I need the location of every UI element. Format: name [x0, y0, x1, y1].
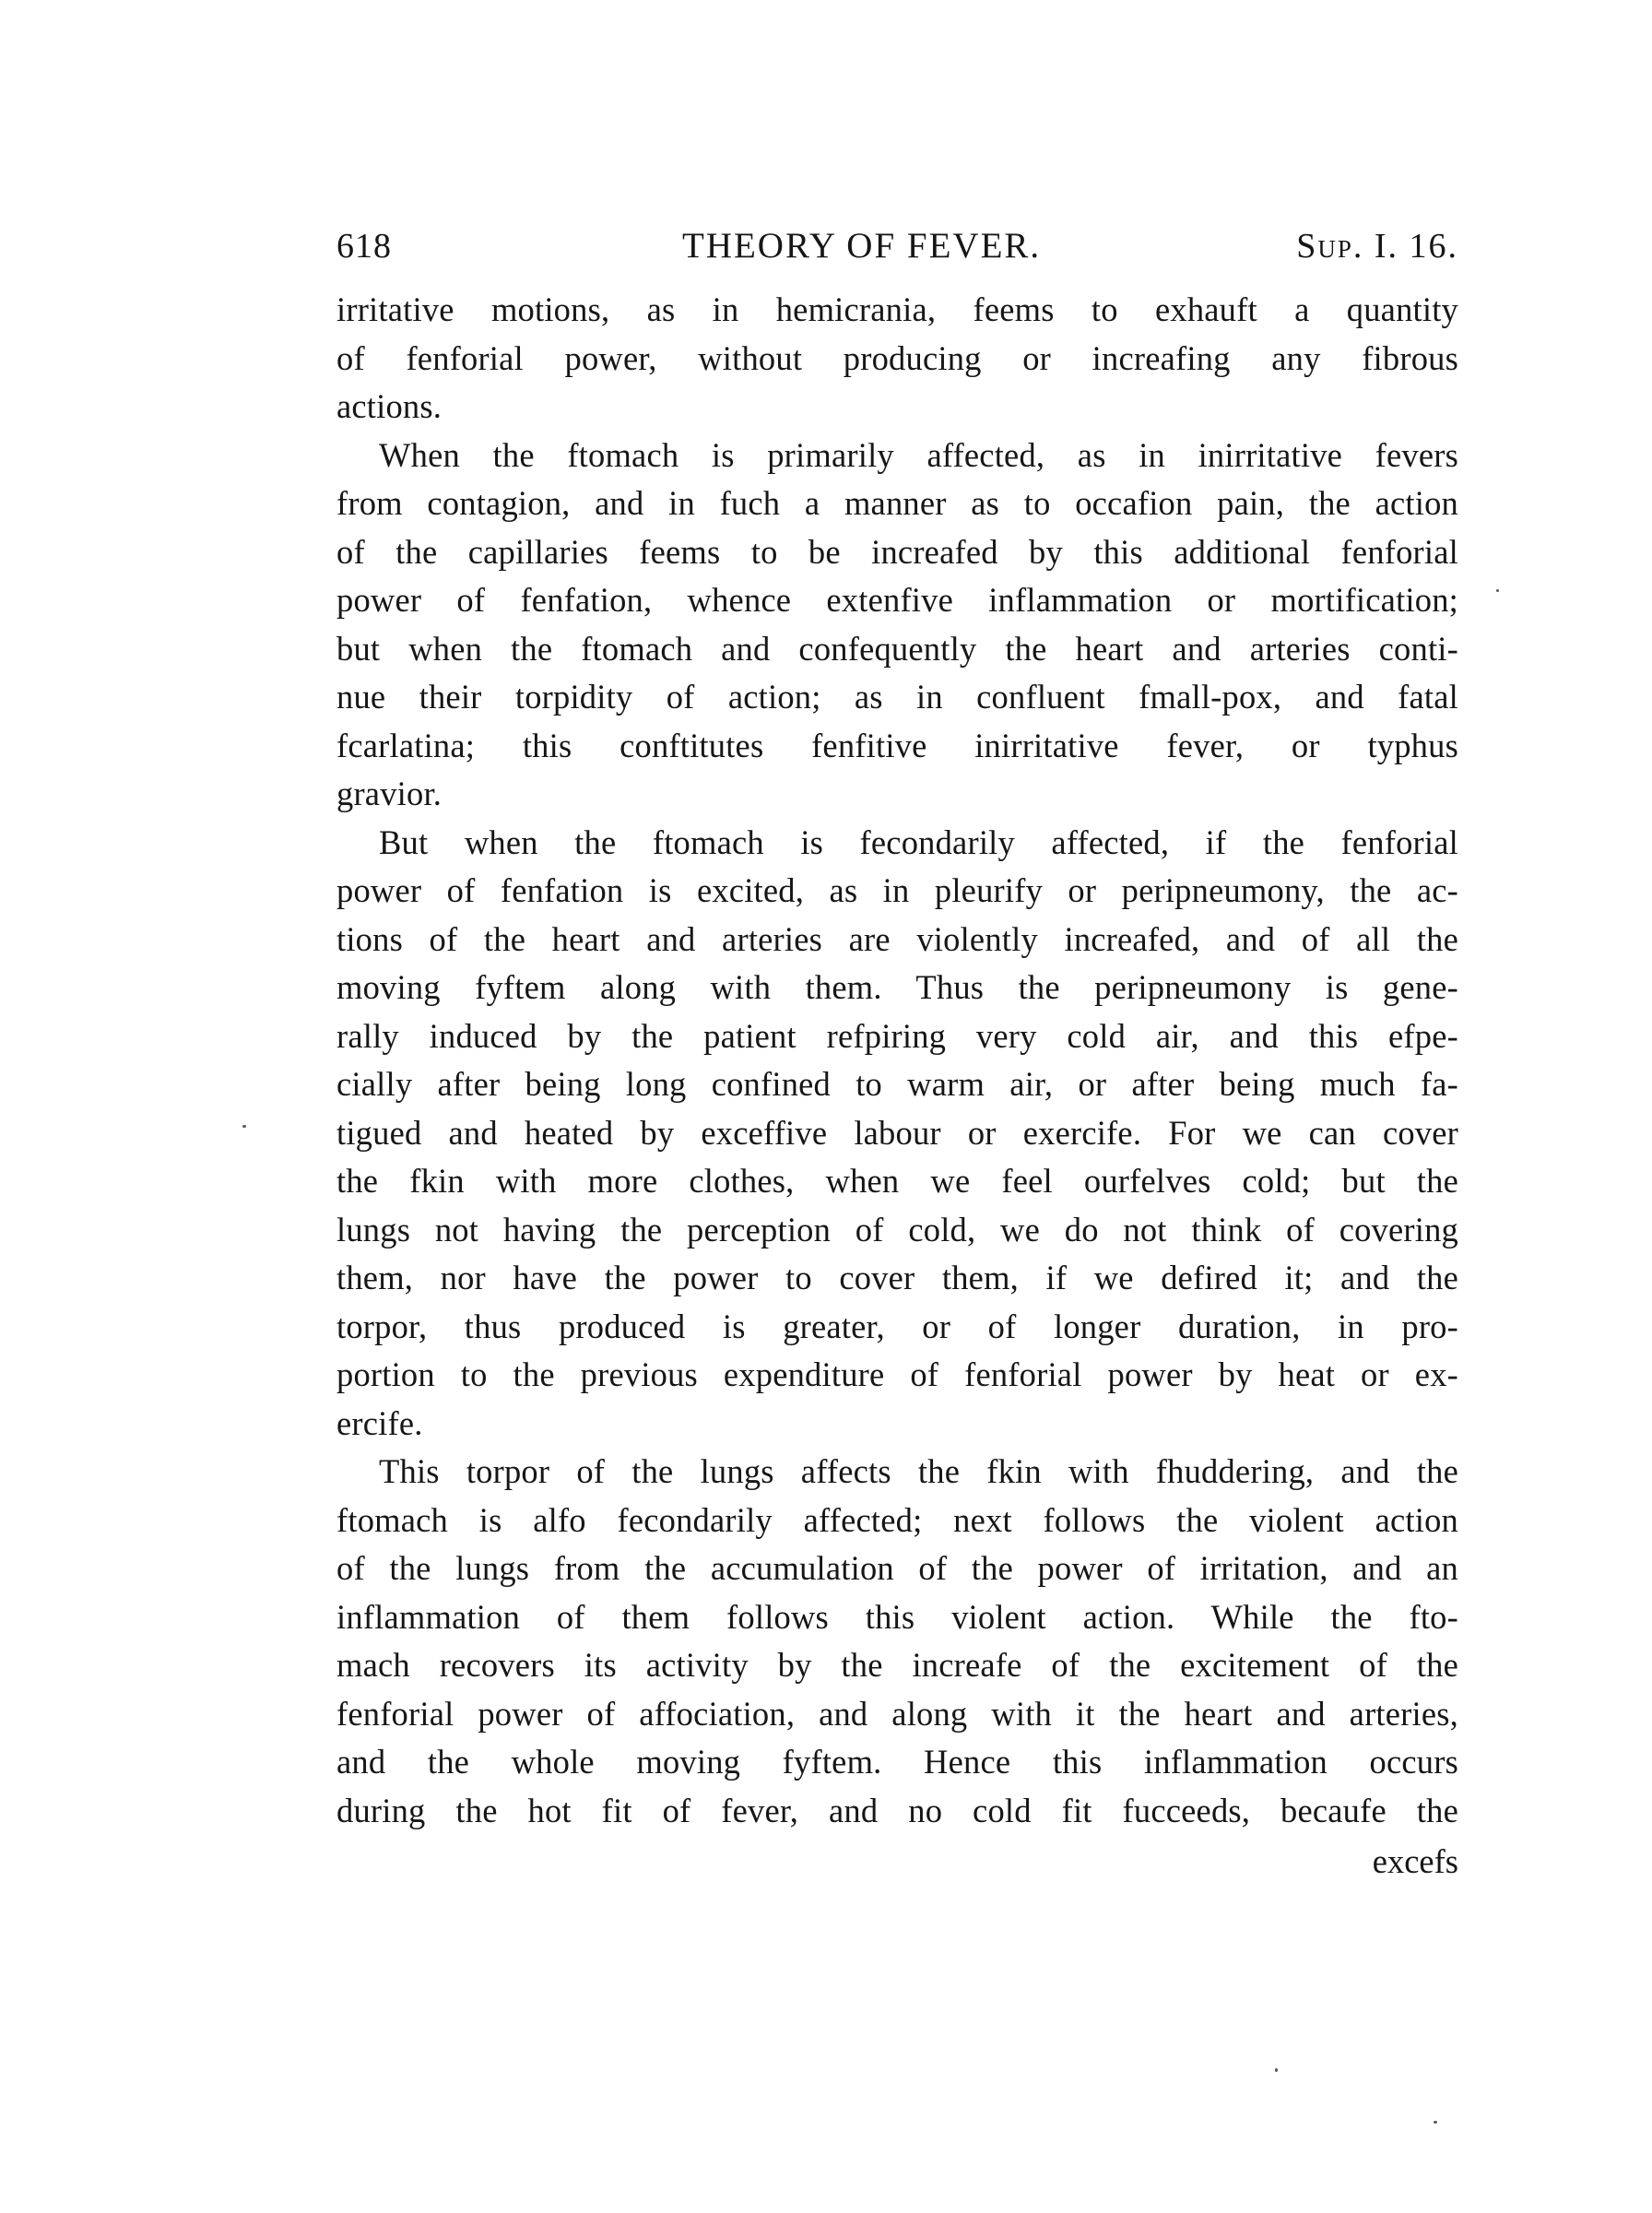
text-line: irritative motions, as in hemicrania, feems to exhauft a quantity — [336, 290, 1458, 328]
text-line: fenforial power of affociation, and along with it the heart and arteries, — [336, 1694, 1458, 1733]
text-line: torpor, thus produced is greater, or of longer duration, in pro- — [336, 1307, 1458, 1345]
paragraph — [336, 286, 1458, 432]
paragraph — [336, 432, 1458, 819]
print-speck — [1275, 2068, 1278, 2072]
text-line: portion to the previous expenditure of fenforial power by heat or ex- — [336, 1355, 1458, 1393]
print-speck — [242, 1125, 246, 1128]
print-speck — [1496, 589, 1499, 592]
text-line: tigued and heated by exceffive labour or exercife. For we can cover — [336, 1113, 1458, 1152]
print-speck — [1434, 2121, 1437, 2124]
running-title: THEORY OF FEVER. — [682, 226, 1042, 266]
text-line: from contagion, and in fuch a manner as to occafion pain, the action — [336, 484, 1458, 522]
text-line: during the hot fit of fever, and no cold fit fucceeds, becaufe the — [336, 1791, 1458, 1829]
text-line: mach recovers its activity by the increafe of the excitement of the — [336, 1646, 1458, 1684]
text-line: them, nor have the power to cover them, if we defired it; and the — [336, 1259, 1458, 1296]
text-line: rally induced by the patient refpiring very cold air, and this efpe- — [336, 1016, 1458, 1055]
text-line: tions of the heart and arteries are violently increafed, and of all the — [336, 919, 1458, 958]
paragraph — [336, 819, 1458, 1449]
running-head — [336, 223, 1458, 269]
text-line: lungs not having the perception of cold, we do not think of covering — [336, 1210, 1458, 1249]
text-line: moving fyftem along with them. Thus the peripneumony is gene- — [336, 968, 1458, 1006]
text-line: nue their torpidity of action; as in confluent fmall-pox, and fatal — [336, 678, 1458, 716]
paragraph — [336, 1448, 1458, 1835]
text-line: of the capillaries feems to be increafed by this additional fenforial — [336, 532, 1458, 571]
text-line: gravior. — [336, 775, 442, 812]
text-line: power of fenfation is excited, as in pleurify or peripneumony, the ac- — [336, 871, 1458, 909]
text-line: of fenforial power, without producing or increafing any fibrous — [336, 338, 1458, 377]
text-line: cially after being long confined to warm air, or after being much fa- — [336, 1065, 1458, 1103]
page-number: 618 — [336, 227, 392, 266]
text-line: power of fenfation, whence extenfive inflammation or mortification; — [336, 581, 1458, 619]
catchword: excefs — [1372, 1842, 1458, 1880]
text-line: inflammation of them follows this violent action. While the fto- — [336, 1597, 1458, 1636]
text-line: But when the ftomach is fecondarily affected, if the fenforial — [379, 822, 1458, 861]
section-reference: Sup. I. 16. — [1296, 227, 1458, 266]
text-line: but when the ftomach and confequently the heart and arteries conti- — [336, 629, 1458, 668]
text-line: the fkin with more clothes, when we feel ourfelves cold; but the — [336, 1162, 1458, 1200]
body-text — [336, 286, 1458, 1835]
text-line: fcarlatina; this conftitutes fenfitive inirritative fever, or typhus — [336, 726, 1458, 764]
text-line: This torpor of the lungs affects the fkin with fhuddering, and the — [379, 1452, 1458, 1490]
text-line: and the whole moving fyftem. Hence this inflammation occurs — [336, 1743, 1458, 1781]
text-line: ercife. — [336, 1403, 423, 1442]
text-line: ftomach is alfo fecondarily affected; next follows the violent action — [336, 1500, 1458, 1539]
text-line: When the ftomach is primarily affected, as in inirritative fevers — [379, 435, 1458, 474]
text-line: of the lungs from the accumulation of the power of irritation, and an — [336, 1549, 1458, 1587]
text-line: actions. — [336, 387, 442, 425]
